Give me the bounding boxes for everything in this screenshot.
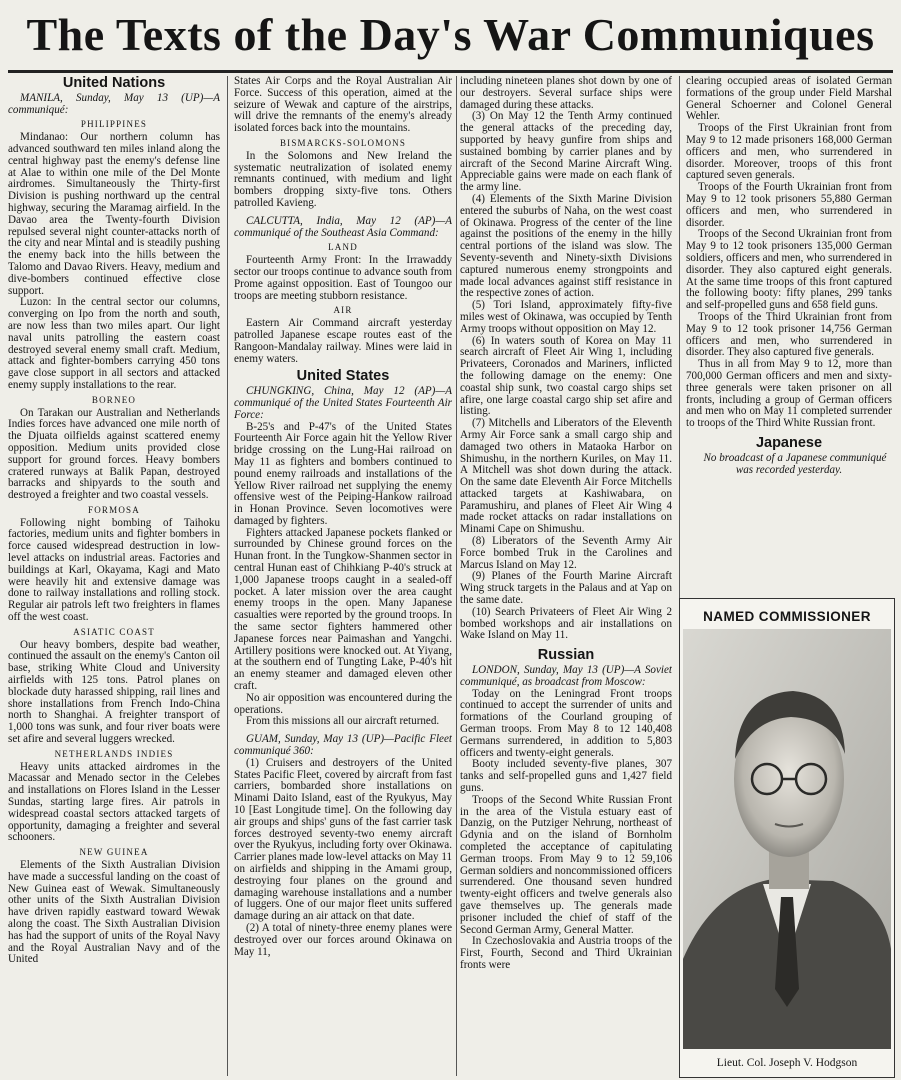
subhead-philippines: PHILIPPINES bbox=[80, 119, 148, 130]
paragraph-third-ukrainian: Troops of the Third Ukrainian front from May 9 to 12 took prisoner 14,756 German officers and men, who surrendered in disorder. They also captured five generals. bbox=[686, 310, 892, 359]
dateline-guam: GUAM, Sunday, May 13 (UP)—Pacific Fleet communiqué 360: bbox=[234, 733, 452, 758]
dateline-chungking: CHUNGKING, China, May 12 (AP)—A communiqué of the United States Fourteenth Air Force: bbox=[234, 385, 452, 421]
subhead-air: AIR bbox=[333, 305, 353, 316]
section-heading-united-nations: United Nations bbox=[62, 76, 166, 91]
paragraph-chungking-4: From this missions all our aircraft returned. bbox=[246, 715, 440, 728]
paragraph-bismarcks-solomons: In the Solomons and New Ireland the systematic neutralization of isolated enemy remnants continued, with medium and light bombers dropping sixty-five tons. Others patrolled Kavieng. bbox=[234, 149, 452, 209]
paragraph-guam-1: (1) Cruisers and destroyers of the United States Pacific Fleet, covered by aircraft from fast carriers, bombarded shore installations on Minami Daito Island, east of the Ryukyus, May 10 [East Longitude time]. On the following day air groups and ships' guns of the fast carrier task forces destroyed seventy-two enemy aircraft over the Ryukyus, including forty over Okinawa. Carrier planes made low-level attacks on May 11 on airfields and shipping in the Amami group, destroying four planes on the ground and damaging warehouse installations and a number of luggers. One of our major fleet units suffered damage during an air attack on that date. bbox=[234, 756, 452, 923]
paragraph-borneo: On Tarakan our Australian and Netherlands Indies forces have advanced one mile north of the Djuata oilfields against scattered enemy opposition. Medium units provided close support for ground forces. Heavy bombers cratered runways at Balik Papan, destroyed barracks and shipyards to the south and destroyed a freighter and two coastal vessels. bbox=[8, 406, 220, 502]
paragraph-netherlands-indies: Heavy units attacked airdromes in the Macassar and Menado sector in the Celebes and installations on Flores Island in the Lesser Sundas, starting large fires. Air patrols in widespread coastal sectors attacked targets of opportunity, damaging a freighter and several schooners. bbox=[8, 760, 220, 844]
paragraph-guam-8: (8) Liberators of the Seventh Army Air Force bombed Truk in the Carolines and Marcus Island on May 12. bbox=[460, 535, 672, 571]
subhead-netherlands-indies: NETHERLANDS INDIES bbox=[54, 748, 174, 759]
paragraph-guam-6: (6) In waters south of Korea on May 11 search aircraft of Fleet Air Wing 1, including Privateers, Coronados and Mariners, inflicted the following damage on the enemy: One coastal ship sunk, two coastal cargo ships set afire, one large coastal cargo ship set afire and listing. bbox=[460, 334, 672, 418]
paragraph-second-ukrainian: Troops of the Second Ukrainian front from May 9 to 12 took prisoners 135,000 German soldiers, officers and men, who surrendered in disorder. They also captured eight generals. At the same time troops of this front captured the following booty: fifty planes, 299 tanks and self-propelled guns and 658 field guns. bbox=[686, 228, 892, 312]
masthead-rule bbox=[8, 70, 893, 73]
subhead-borneo: BORNEO bbox=[91, 394, 137, 405]
paragraph-first-ukrainian: Troops of the First Ukrainian front from May 9 to 12 made prisoners 168,000 German officers and men, who surrendered in disorder. Moreover, troops of this front captured seven generals. bbox=[686, 122, 892, 182]
paragraph-air: Eastern Air Command aircraft yesterday patrolled Japanese escape routes east of the Rangoon-Mandalay railway. Mines were laid in enemy waters. bbox=[234, 317, 452, 365]
paragraph-chungking-3: No air opposition was encountered during the operations. bbox=[234, 691, 452, 716]
subhead-formosa: FORMOSA bbox=[88, 504, 140, 515]
photo-box bbox=[679, 598, 895, 1078]
paragraph-russian-continued: clearing occupied areas of isolated German formations of the group under Field Marshal General Schoerner and Colonel General Wehler. bbox=[686, 76, 892, 123]
section-heading-japanese: Japanese bbox=[755, 434, 823, 451]
paragraph-asiatic-coast: Our heavy bombers, despite bad weather, continued the assault on the enemy's Canton oil base, striking White Cloud and University airfields with 125 tons. Patrol planes on blockade duty harassed shipping, rail lines and shore installations from French Indo-China north to Shanghai. A freighter transport of 1,000 tons was sunk, and four river boats were set afire and several luggers wrecked. bbox=[8, 638, 220, 746]
paragraph-new-guinea-continued: States Air Corps and the Royal Australian Air Force. Success of this operation, aimed at the seizure of Wewak and capture of the airstrips, will drive the remnants of the enemy's already isolated forces back into the mountains. bbox=[234, 76, 452, 135]
portrait-photo bbox=[683, 629, 891, 1049]
photo-caption: Lieut. Col. Joseph V. Hodgson bbox=[716, 1057, 858, 1069]
column-two bbox=[234, 76, 452, 1076]
section-heading-united-states: United States bbox=[296, 368, 390, 385]
dateline-calcutta: CALCUTTA, India, May 12 (AP)—A communiqué of the Southeast Asia Command: bbox=[234, 214, 452, 239]
column-rule bbox=[456, 76, 457, 1076]
paragraph-new-guinea: Elements of the Sixth Australian Division have made a successful landing on the coast of New Guinea east of Wewak. Simultaneously other units of the Sixth Australian Division have driven rapidly eastward toward Wewak along the coast. The Sixth Australian Division has had the support of units of the Royal Navy and the Royal Australian Navy and of the United bbox=[8, 859, 220, 966]
paragraph-total-prisoners: Thus in all from May 9 to 12, more than 700,000 German officers and men and sixty-three generals were taken prisoner on all fronts, including a group of German officers and men who on May 11 completed surrender to troops of the Third White Russian front. bbox=[686, 358, 892, 430]
masthead-title: The Texts of the Day's War Communiques bbox=[26, 9, 875, 60]
paragraph-russian-4: In Czechoslovakia and Austria troops of the First, Fourth, Second and Third Ukrainian fronts were bbox=[460, 935, 672, 971]
dateline-london: LONDON, Sunday, May 13 (UP)—A Soviet communiqué, as broadcast from Moscow: bbox=[460, 664, 672, 688]
subhead-asiatic-coast: ASIATIC COAST bbox=[73, 626, 155, 637]
paragraph-chungking-2: Fighters attacked Japanese pockets flanked or surrounded by Chinese ground forces on the Hunan front. In the Tungkow-Shanmen sector in central Hunan east of Chihkiang P-40's struck at 1,000 Japanese troops caught in a sealed-off pocket. A later mission over the area caught enemy troops in the open. Many Japanese casualties were reported by the ground troops. In the same sector fighters hammered other Japanese forces near Paimashan and Yangchi. Artillery positions were knocked out. At Yiyang, at the southern end of Tungting Lake, P-40's hit an enemy steamer and damaged eleven other craft. bbox=[234, 526, 452, 693]
paragraph-guam-5: (5) Tori Island, approximately fifty-five miles west of Okinawa, was occupied by Tenth Army troops without opposition on May 12. bbox=[460, 299, 672, 335]
paragraph-mindanao: Mindanao: Our northern column has advanced southward ten miles inland along the central highway past the enemy's defense line at Alae to within one mile of the Del Monte airdromes. Simultaneously the Thirty-first Division is pushing northward up the central highway, securing the Maramag airfield. In the Davao area the Twenty-fourth Division repulsed several night counter-attacks north of the city and near Mintal and is steadily pushing the enemy back into the hills between the Talomo and Davao Rivers. Heavy, medium and dive-bombers continued effective close support. bbox=[8, 131, 220, 297]
subhead-land: LAND bbox=[328, 242, 358, 253]
paragraph-russian-3: Troops of the Second White Russian Front in the area of the Vistula estuary east of Danzig, on the Putziger Nehrung, northeast of Gdynia and on the island of Bornholm completed the acceptance of capitulating German troops. From May 9 to 12 59,106 German soldiers and noncommissioned officers surrendered. One thousand seven hundred twenty-eight officers and twelve generals also gave themselves up. The generals made prisoner included the chief of staff of the Second German Army, General Matter. bbox=[460, 793, 672, 936]
column-rule bbox=[227, 76, 228, 1076]
subhead-new-guinea: NEW GUINEA bbox=[79, 847, 149, 858]
note-japanese: No broadcast of a Japanese communiqué was recorded yesterday. bbox=[703, 451, 887, 476]
paragraph-guam-3: (3) On May 12 the Tenth Army continued the general attacks of the preceding day, supported by heavy gunfire from ships and sustained bombing by carrier planes and by aircraft of the Second Marine Aircraft Wing. Appreciable gains were made on each flank of the army line. bbox=[460, 110, 672, 194]
paragraph-guam-9: (9) Planes of the Fourth Marine Aircraft Wing struck targets in the Palaus and at Yap on the same date. bbox=[460, 570, 672, 607]
paragraph-fourth-ukrainian: Troops of the Fourth Ukrainian front from May 9 to 12 took prisoners 55,880 German officers and men, who surrendered in disorder. bbox=[686, 181, 892, 229]
paragraph-guam-2: (2) A total of ninety-three enemy planes were destroyed over our forces around Okinawa on May 11, bbox=[234, 921, 452, 958]
dateline-manila: MANILA, Sunday, May 13 (UP)—A communiqué: bbox=[8, 91, 220, 116]
photo-title: NAMED COMMISSIONER bbox=[703, 609, 871, 624]
paragraph-luzon: Luzon: In the central sector our columns, converging on Ipo from the north and south, are now less than two miles apart. Our light naval units patrolling the eastern coast destroyed several enemy small craft. Medium, attack and fighter-bombers carrying 450 tons gave close support in all sectors and attacked enemy supply installations to the rear. bbox=[8, 296, 220, 391]
paragraph-guam-4: (4) Elements of the Sixth Marine Division entered the suburbs of Naha, on the west coast of Okinawa. Progress of the center of the line against the positions of the enemy in the hilly central portions of the island was slow. The Seventy-seventh and Ninety-sixth Divisions captured numerous enemy strongpoints and made local advances against stiff resistance in the respective zones of action. bbox=[460, 192, 672, 300]
paragraph-chungking-1: B-25's and P-47's of the United States Fourteenth Air Force again hit the Yellow River bridge crossing on the Lung-Hai railroad on May 11 as fighters and bombers continued to pound enemy railroads and installations of the Yellow River railroad net supplying the enemy offensive west of the Peiping-Hankow railroad in Honan Province. Seven locomotives were damaged by fighters. bbox=[234, 420, 452, 527]
paragraph-guam-7: (7) Mitchells and Liberators of the Eleventh Army Air Force sank a small cargo ship and damaged two others in Mataoka Harbor on Shimushu, in the northern Kuriles, on May 11. A Mitchell was shot down during the attack. On the same date Eleventh Air Force Mitchells attacked targets at Kashiwabara, on Paramushiru, and planes of Fleet Air Wing 4 made rocket attacks on radar installations on Minami Cape on Shimushu. bbox=[460, 417, 672, 536]
column-three bbox=[460, 76, 672, 1076]
subhead-bismarcks-solomons: BISMARCKS-SOLOMONS bbox=[279, 137, 407, 148]
paragraph-land: Fourteenth Army Front: In the Irrawaddy sector our troops continue to advance south from Prome against opposition. East of Toungoo our troops are meeting stubborn resistance. bbox=[234, 254, 452, 302]
paragraph-guam-continued: including nineteen planes shot down by one of our destroyers. Several surface ships were damaged during these attacks. bbox=[460, 76, 672, 111]
section-heading-russian: Russian bbox=[537, 647, 595, 664]
paragraph-russian-1: Today on the Leningrad Front troops continued to accept the surrender of units and formations of the Courland grouping of German troops. From May 8 to 12 140,408 Germans surrendered, in addition to 5,803 officers and twenty-eight generals. bbox=[460, 687, 672, 759]
paragraph-formosa: Following night bombing of Taihoku factories, medium units and fighter bombers in force caused widespread destruction in low-level attacks on industrial areas. Factories and buildings at Karl, Okayama, Kagi and Mato were heavily hit and extensive damage was done to railway installations and rolling stock. Regular air patrols left two freighters in flames off the west coast. bbox=[8, 516, 220, 624]
column-united-nations bbox=[8, 76, 220, 1076]
column-four bbox=[686, 76, 892, 610]
paragraph-russian-2: Booty included seventy-five planes, 307 tanks and self-propelled guns and 1,427 field guns. bbox=[460, 758, 672, 795]
paragraph-guam-10: (10) Search Privateers of Fleet Air Wing 2 bombed workshops and air installations on Wake Island on May 11. bbox=[460, 605, 672, 642]
